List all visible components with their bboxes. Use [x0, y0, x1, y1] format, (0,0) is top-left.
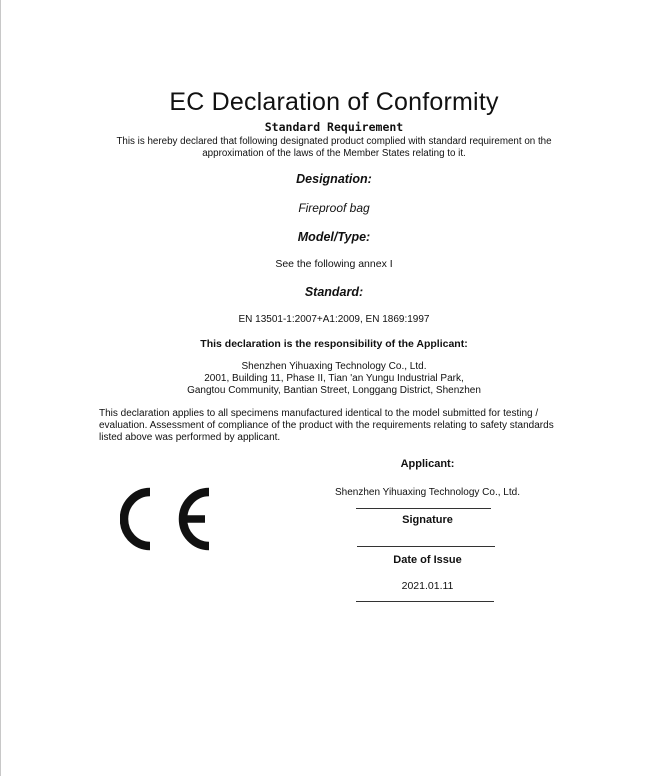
- company-name: Shenzhen Yihuaxing Technology Co., Ltd.: [241, 361, 427, 372]
- applicant-divider: [356, 508, 491, 509]
- ce-mark-icon: [120, 484, 216, 554]
- date-of-issue-value: 2021.01.11: [401, 580, 454, 592]
- responsibility-label: This declaration is the responsibility of the Applicant:: [200, 338, 468, 350]
- intro-text: This is hereby declared that following designated product complied with standard requirement on the approximation of the laws of the Member States relating to it.: [116, 136, 552, 159]
- document-subtitle: Standard Requirement: [264, 120, 404, 134]
- standard-label: Standard:: [304, 285, 364, 299]
- applicability-paragraph: This declaration applies to all specimens manufactured identical to the model submitted for testing / evaluation. Assessment of compliance of the product with the requirements relating to safety standards listed above was performed by applicant.: [99, 408, 554, 443]
- model-type-label: Model/Type:: [297, 230, 371, 244]
- signature-line: [357, 546, 495, 547]
- standard-value: EN 13501-1:2007+A1:2009, EN 1869:1997: [238, 314, 430, 325]
- designation-label: Designation:: [296, 172, 372, 186]
- signature-label: Signature: [402, 514, 453, 526]
- address-line-1: 2001, Building 11, Phase II, Tian 'an Yungu Industrial Park,: [204, 373, 464, 384]
- address-line-2: Gangtou Community, Bantian Street, Longgang District, Shenzhen: [187, 385, 481, 396]
- document-title: EC Declaration of Conformity: [169, 88, 499, 116]
- applicant-label: Applicant:: [400, 458, 455, 470]
- designation-value: Fireproof bag: [298, 201, 370, 215]
- date-line: [356, 601, 494, 602]
- date-of-issue-label: Date of Issue: [393, 554, 462, 566]
- applicant-name: Shenzhen Yihuaxing Technology Co., Ltd.: [335, 487, 520, 498]
- model-type-value: See the following annex I: [275, 258, 393, 270]
